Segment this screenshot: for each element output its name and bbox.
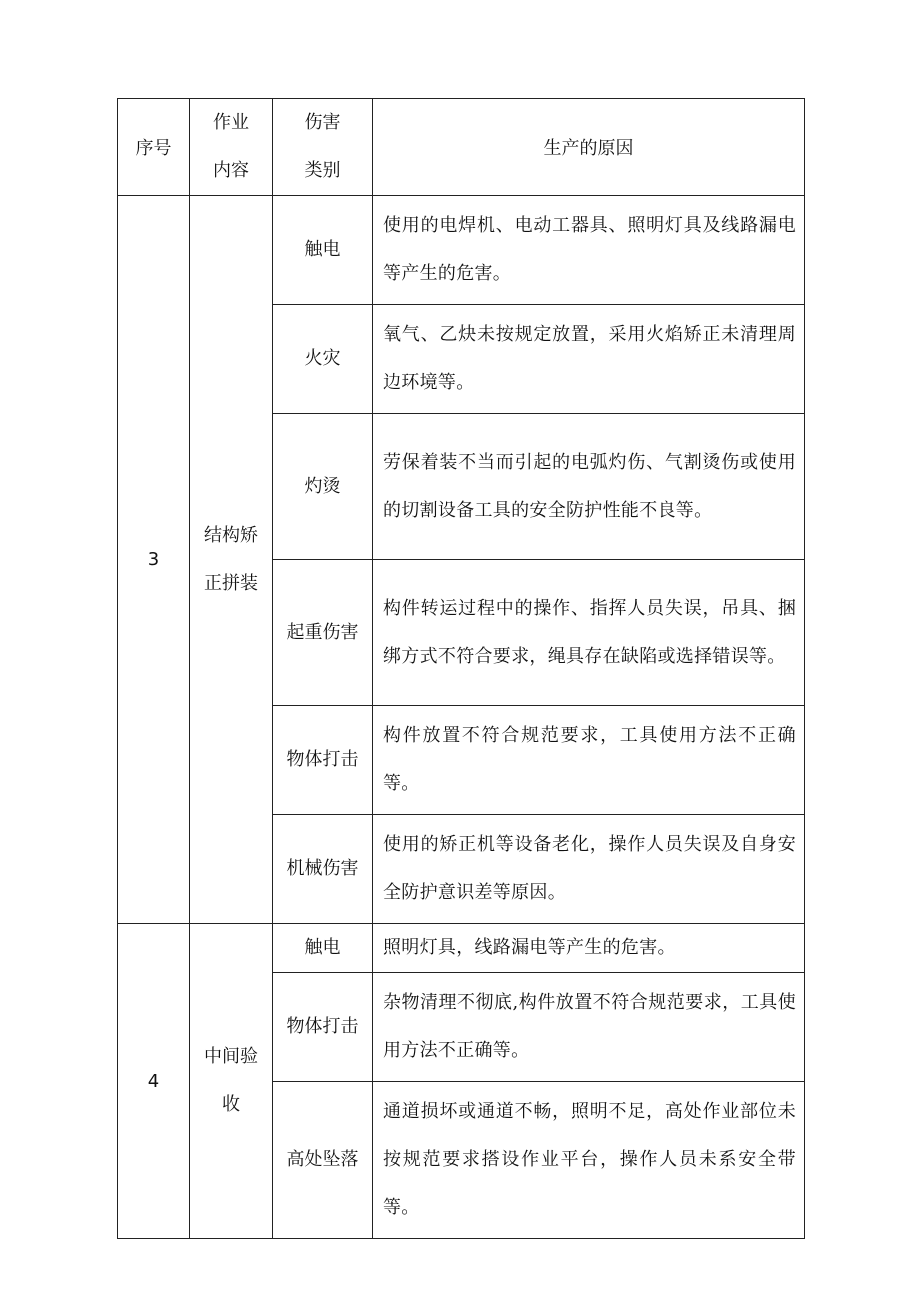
group-work: 结构矫正拼装 bbox=[190, 196, 273, 924]
hazard-table bbox=[117, 98, 805, 1239]
header-work: 作业内容 bbox=[190, 99, 273, 196]
header-cause: 生产的原因 bbox=[373, 99, 805, 196]
cause-cell: 劳保着装不当而引起的电弧灼伤、气割烫伤或使用的切割设备工具的安全防护性能不良等。 bbox=[373, 414, 805, 560]
group-no: 3 bbox=[118, 196, 190, 924]
cause-cell: 杂物清理不彻底,构件放置不符合规范要求，工具使用方法不正确等。 bbox=[373, 973, 805, 1082]
cause-cell: 氧气、乙炔未按规定放置，采用火焰矫正未清理周边环境等。 bbox=[373, 305, 805, 414]
group-no: 4 bbox=[118, 924, 190, 1239]
group-work: 中间验收 bbox=[190, 924, 273, 1239]
header-hazard-type: 伤害类别 bbox=[273, 99, 373, 196]
hazard-type-cell: 灼烫 bbox=[273, 414, 373, 560]
cause-cell: 照明灯具，线路漏电等产生的危害。 bbox=[373, 924, 805, 973]
cause-cell: 使用的矫正机等设备老化，操作人员失误及自身安全防护意识差等原因。 bbox=[373, 815, 805, 924]
hazard-type-cell: 火灾 bbox=[273, 305, 373, 414]
cause-cell: 构件转运过程中的操作、指挥人员失误，吊具、捆绑方式不符合要求，绳具存在缺陷或选择错误等。 bbox=[373, 560, 805, 706]
hazard-type-cell: 触电 bbox=[273, 924, 373, 973]
hazard-type-cell: 高处坠落 bbox=[273, 1082, 373, 1239]
table-header-row bbox=[118, 99, 805, 196]
hazard-type-cell: 触电 bbox=[273, 196, 373, 305]
table-row bbox=[118, 196, 805, 305]
table-row bbox=[118, 924, 805, 973]
hazard-type-cell: 机械伤害 bbox=[273, 815, 373, 924]
hazard-type-cell: 起重伤害 bbox=[273, 560, 373, 706]
header-no: 序号 bbox=[118, 99, 190, 196]
hazard-type-cell: 物体打击 bbox=[273, 973, 373, 1082]
cause-cell: 构件放置不符合规范要求，工具使用方法不正确等。 bbox=[373, 706, 805, 815]
hazard-type-cell: 物体打击 bbox=[273, 706, 373, 815]
cause-cell: 通道损坏或通道不畅，照明不足，高处作业部位未按规范要求搭设作业平台，操作人员未系安全带等。 bbox=[373, 1082, 805, 1239]
cause-cell: 使用的电焊机、电动工器具、照明灯具及线路漏电等产生的危害。 bbox=[373, 196, 805, 305]
